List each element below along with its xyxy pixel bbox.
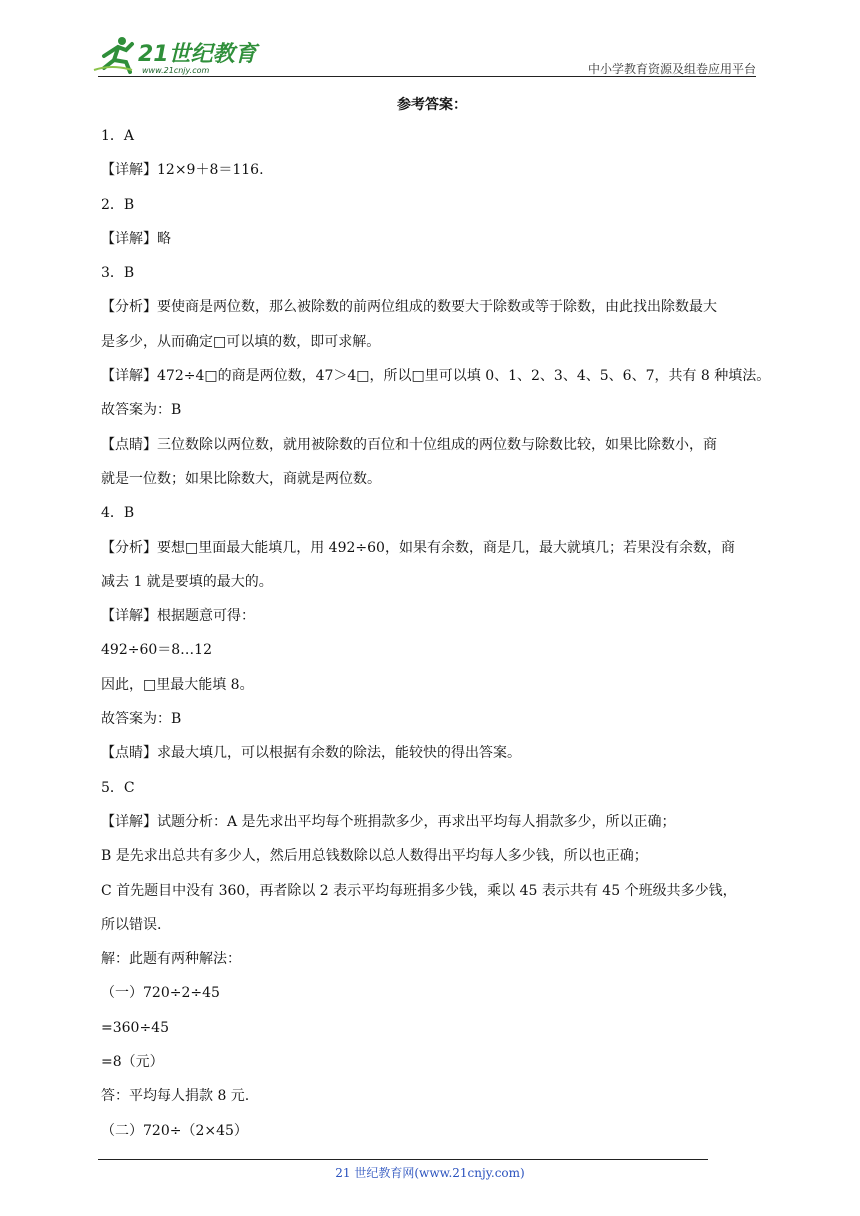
answer-line: 4．B [101, 505, 135, 522]
answer-line: =360÷45 [101, 1019, 169, 1036]
answer-line: 就是一位数；如果比除数大，商就是两位数。 [101, 470, 381, 487]
answer-line: 故答案为：B [101, 711, 182, 728]
answer-line: 【分析】要想□里面最大能填几，用 492÷60，如果有余数，商是几，最大就填几；若果没有余数，商 [101, 539, 735, 556]
answer-line: 是多少，从而确定□可以填的数，即可求解。 [101, 333, 381, 350]
logo-text: 21世纪教育 [138, 42, 257, 67]
answer-line: 【详解】试题分析：A 是先求出平均每个班捐款多少，再求出平均每人捐款多少，所以正确； [101, 813, 676, 830]
runner-logo-icon [92, 34, 262, 78]
answer-line: 减去 1 就是要填的最大的。 [101, 573, 273, 590]
answer-line: 答：平均每人捐款 8 元. [101, 1088, 250, 1105]
answer-line: C 首先题目中没有 360，再者除以 2 表示平均每班捐多少钱，乘以 45 表示共有 45 个班级共多少钱， [101, 882, 737, 899]
answer-line: B 是先求出总共有多少人，然后用总钱数除以总人数得出平均每人多少钱，所以也正确； [101, 848, 648, 865]
answer-line: 所以错误. [101, 916, 162, 933]
answer-line: （二）720÷（2×45） [101, 1122, 248, 1139]
answer-line: 【分析】要使商是两位数，那么被除数的前两位组成的数要大于除数或等于除数，由此找出除数最大 [101, 299, 717, 316]
answer-line: 【详解】472÷4□的商是两位数，47＞4□，所以□里可以填 0、1、2、3、4、5、6、7，共有 8 种填法。 [101, 368, 771, 385]
answer-line: 【详解】12×9＋8＝116. [101, 162, 264, 179]
answer-line: 因此，□里最大能填 8。 [101, 676, 254, 693]
answer-line: 【详解】根据题意可得： [101, 608, 255, 625]
answer-line: =8（元） [101, 1054, 164, 1071]
page-title: 参考答案： [397, 97, 467, 113]
answer-line: 【详解】略 [101, 230, 171, 247]
brand-logo [92, 34, 262, 78]
answer-line: 解：此题有两种解法： [101, 951, 241, 968]
answer-line: 【点睛】求最大填几，可以根据有余数的除法，能较快的得出答案。 [101, 745, 521, 762]
platform-name: 中小学教育资源及组卷应用平台 [587, 62, 756, 76]
footer-divider [98, 1159, 708, 1160]
page-footer: 21 世纪教育网(www.21cnjy.com) [335, 1166, 525, 1180]
answer-line: （一）720÷2÷45 [101, 985, 220, 1002]
answer-line: 1．A [101, 128, 135, 144]
logo-url: www.21cnjy.com [142, 66, 210, 75]
answer-line: 【点睛】三位数除以两位数，就用被除数的百位和十位组成的两位数与除数比较，如果比除数小，商 [101, 436, 717, 453]
answer-line: 5．C [101, 779, 135, 796]
answer-line: 3．B [101, 265, 135, 282]
answer-content [101, 96, 771, 1155]
answer-line: 2．B [101, 196, 135, 213]
page-header [0, 0, 860, 80]
answer-line: 492÷60＝8…12 [101, 642, 212, 659]
answer-line: 故答案为：B [101, 402, 182, 419]
header-divider [98, 76, 756, 77]
